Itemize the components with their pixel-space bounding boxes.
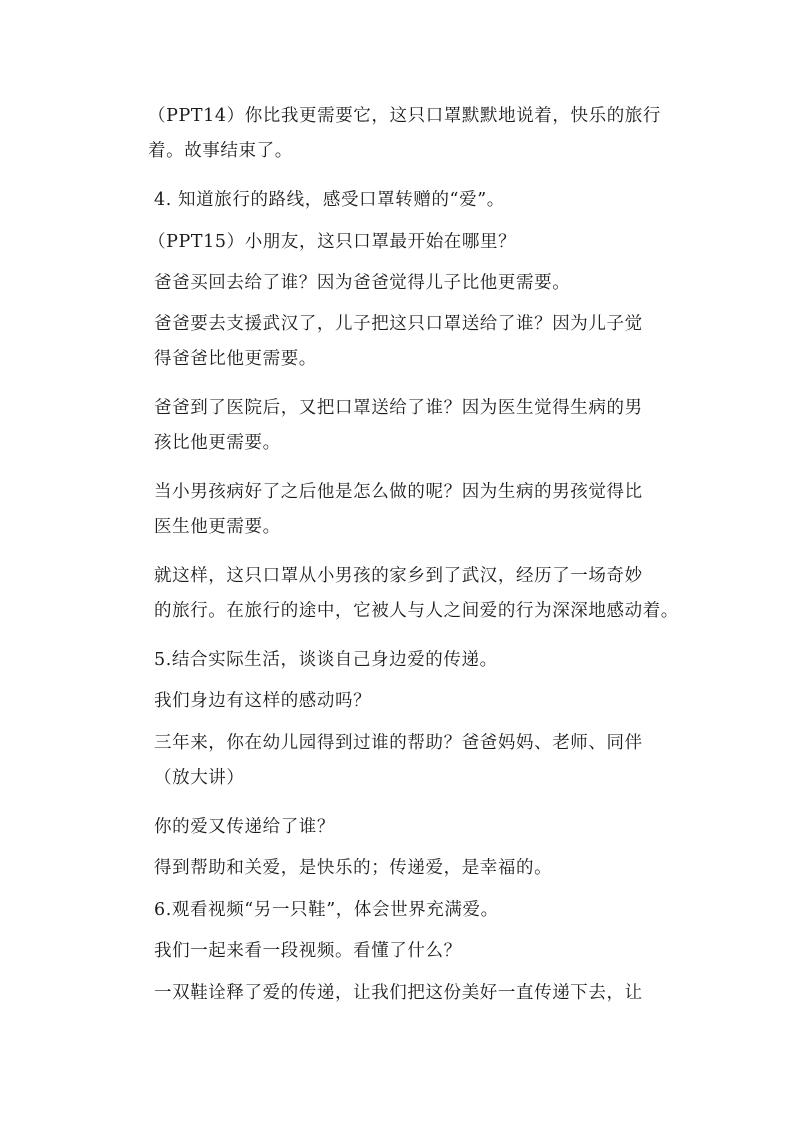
text-line: （放大讲）: [154, 768, 245, 788]
text-line: 一双鞋诠释了爱的传递，让我们把这份美好一直传递下去，让: [154, 983, 643, 1003]
paragraph: [118, 726, 714, 796]
text-line: 当小男孩病好了之后他是怎么做的呢？因为生病的男孩觉得比: [154, 482, 643, 502]
text-line: 爸爸到了医院后，又把口罩送给了谁？因为医生觉得生病的男: [154, 398, 643, 418]
section-heading-6: [118, 893, 714, 928]
text-line: 得爸爸比他更需要。: [154, 349, 317, 369]
section-heading-4: [118, 183, 714, 218]
text-line: 你的爱又传递给了谁？: [154, 817, 335, 837]
text-line: 5.结合实际生活，谈谈自己身边爱的传递。: [154, 650, 498, 670]
text-line: 我们一起来看一段视频。看懂了什么？: [154, 941, 462, 961]
paragraph: [118, 851, 714, 886]
text-line: 6.观看视频“另一只鞋”，体会世界充满爱。: [154, 900, 499, 920]
text-line: 着。故事结束了。: [148, 141, 293, 161]
text-line: （PPT15）小朋友，这只口罩最开始在哪里？: [148, 232, 517, 252]
paragraph-ppt15: [118, 225, 708, 260]
paragraph: [118, 307, 714, 377]
section-heading-5: [118, 643, 714, 678]
text-line: 爸爸要去支援武汉了，儿子把这只口罩送给了谁？因为儿子觉: [154, 314, 643, 334]
text-line: 就这样，这只口罩从小男孩的家乡到了武汉，经历了一场奇妙: [154, 566, 643, 586]
paragraph-ppt14: [118, 99, 708, 169]
text-line: 医生他更需要。: [154, 517, 281, 537]
paragraph: [118, 475, 714, 545]
text-line: 4. 知道旅行的路线，感受口罩转赠的“爱”。: [154, 190, 505, 210]
text-line: 我们身边有这样的感动吗？: [154, 691, 372, 711]
paragraph: [118, 934, 714, 969]
text-line: 孩比他更需要。: [154, 433, 281, 453]
text-line: （PPT14）你比我更需要它，这只口罩默默地说着，快乐的旅行: [148, 106, 661, 126]
paragraph: [118, 684, 714, 719]
paragraph: [118, 391, 714, 461]
paragraph: [118, 810, 714, 845]
paragraph: [118, 559, 714, 629]
text-line: 得到帮助和关爱，是快乐的；传递爱，是幸福的。: [154, 858, 553, 878]
text-line: 的旅行。在旅行的途中，它被人与人之间爱的行为深深地感动着。: [154, 601, 679, 621]
text-line: 爸爸买回去给了谁？因为爸爸觉得儿子比他更需要。: [154, 273, 571, 293]
paragraph: [118, 266, 714, 301]
text-line: 三年来，你在幼儿园得到过谁的帮助？爸爸妈妈、老师、同伴: [154, 733, 643, 753]
paragraph: [118, 976, 714, 1011]
